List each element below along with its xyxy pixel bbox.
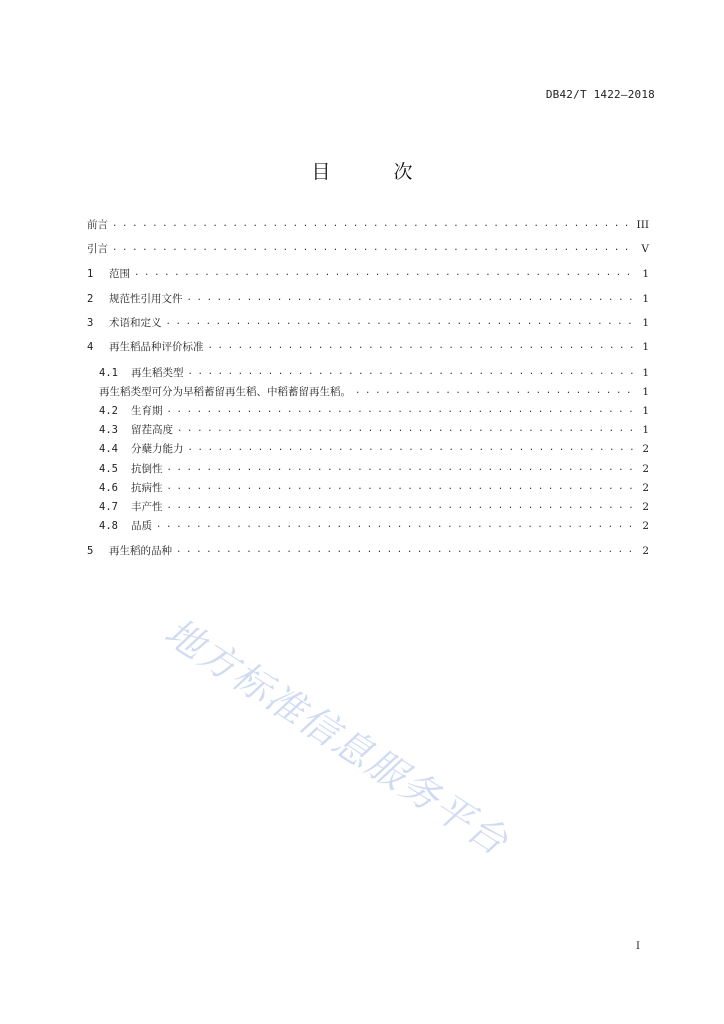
toc-entry[interactable] — [99, 400, 649, 418]
toc-entry[interactable] — [99, 419, 649, 437]
toc-entry[interactable] — [87, 336, 649, 354]
toc-entry-page: 1 — [642, 341, 649, 353]
toc-leader-dots — [177, 424, 636, 434]
document-code: DB42/T 1422—2018 — [545, 88, 655, 101]
toc-entry-title — [87, 292, 183, 306]
toc-leader-dots — [187, 293, 637, 303]
toc-entry[interactable] — [99, 381, 649, 399]
toc-entry-title — [87, 544, 172, 558]
toc-entry[interactable] — [87, 214, 649, 232]
toc-entry-number: 4 — [87, 341, 94, 353]
toc-entry-title — [99, 442, 184, 456]
toc-entry-number: 3 — [87, 317, 94, 329]
toc-entry-page: 2 — [642, 443, 649, 455]
toc-entry-number: 2 — [87, 293, 94, 305]
toc-entry-page: V — [641, 243, 649, 255]
toc-entry[interactable] — [99, 477, 649, 495]
toc-entry[interactable] — [87, 312, 649, 330]
toc-entry-page: 1 — [642, 268, 649, 280]
toc-entry-page: 1 — [642, 367, 649, 379]
toc-entry-number: 4.5 — [99, 463, 118, 475]
toc-entry-label: 范围 — [109, 268, 130, 280]
toc-entry-label: 抗病性 — [131, 482, 163, 494]
toc-entry-page: 2 — [642, 501, 649, 513]
toc-entry[interactable] — [87, 238, 649, 256]
toc-entry-title — [87, 267, 130, 281]
toc-entry-label: 再生稻的品种 — [109, 545, 172, 557]
toc-entry-title — [99, 481, 163, 495]
toc-leader-dots — [112, 243, 635, 253]
toc-entry-label: 术语和定义 — [109, 317, 162, 329]
toc-entry-number: 4.7 — [99, 501, 118, 513]
toc-leader-dots — [355, 386, 636, 396]
toc-entry[interactable] — [87, 263, 649, 281]
toc-entry-number: 4.2 — [99, 405, 118, 417]
toc-leader-dots — [176, 545, 636, 555]
toc-entry-label: 品质 — [131, 520, 152, 532]
toc-leader-dots — [167, 463, 637, 473]
toc-leader-dots — [167, 405, 637, 415]
toc-entry-number: 4.4 — [99, 443, 118, 455]
toc-leader-dots — [188, 443, 637, 453]
toc-entry[interactable] — [99, 458, 649, 476]
toc-entry-label: 再生稻类型 — [131, 367, 184, 379]
toc-leader-dots — [156, 520, 636, 530]
toc-entry-label: 分蘖力能力 — [131, 443, 184, 455]
toc-entry-label: 规范性引用文件 — [109, 293, 183, 305]
toc-entry-label: 再生稻类型可分为早稻蓄留再生稻、中稻蓄留再生稻。 — [99, 386, 351, 398]
toc-entry-number: 4.6 — [99, 482, 118, 494]
toc-entry-page: 2 — [642, 520, 649, 532]
toc-entry-page: 2 — [642, 482, 649, 494]
toc-leader-dots — [167, 482, 637, 492]
toc-entry-page: 1 — [642, 386, 649, 398]
toc-entry[interactable] — [99, 438, 649, 456]
toc-entry-title — [87, 218, 108, 232]
toc-entry-title — [99, 500, 163, 514]
toc-entry-title — [99, 366, 184, 380]
toc-entry-title — [87, 242, 108, 256]
page-title: 目 次 — [311, 161, 435, 183]
toc-entry-label: 生育期 — [131, 405, 163, 417]
toc-entry-number: 5 — [87, 545, 94, 557]
toc-leader-dots — [166, 317, 637, 327]
toc-entry-title — [99, 462, 163, 476]
toc-entry[interactable] — [99, 362, 649, 380]
toc-entry-page: 1 — [642, 317, 649, 329]
toc-leader-dots — [112, 219, 631, 229]
page-number: I — [636, 941, 640, 952]
toc-entry-label: 留茬高度 — [131, 424, 173, 436]
toc-entry-label: 抗倒性 — [131, 463, 163, 475]
toc-entry-title — [87, 340, 204, 354]
toc-entry-label: 引言 — [87, 243, 108, 255]
toc-entry-number: 1 — [87, 268, 94, 280]
toc-entry-page: 1 — [642, 424, 649, 436]
toc-leader-dots — [208, 341, 637, 351]
toc-leader-dots — [167, 501, 637, 511]
toc-entry-label: 再生稻品种评价标准 — [109, 341, 204, 353]
toc-entry-number: 4.3 — [99, 424, 118, 436]
toc-entry[interactable] — [87, 540, 649, 558]
watermark-text: 地方标准信息服务平台 — [157, 609, 517, 865]
toc-leader-dots — [134, 268, 636, 278]
toc-entry-title — [87, 316, 162, 330]
toc-entry[interactable] — [99, 496, 649, 514]
toc-entry-title — [99, 423, 173, 437]
toc-leader-dots — [188, 367, 637, 377]
toc-entry[interactable] — [87, 288, 649, 306]
toc-entry-number: 4.1 — [99, 367, 118, 379]
toc-entry-page: 1 — [642, 293, 649, 305]
toc-entry-page: 1 — [642, 405, 649, 417]
toc-entry-title — [99, 519, 152, 533]
toc-entry-label: 前言 — [87, 219, 108, 231]
toc-entry-page: III — [636, 219, 649, 231]
toc-entry-page: 2 — [642, 545, 649, 557]
toc-entry-title — [99, 385, 351, 399]
toc-entry-number: 4.8 — [99, 520, 118, 532]
toc-entry-page: 2 — [642, 463, 649, 475]
toc-entry-label: 丰产性 — [131, 501, 163, 513]
toc-entry-title — [99, 404, 163, 418]
toc-entry[interactable] — [99, 515, 649, 533]
